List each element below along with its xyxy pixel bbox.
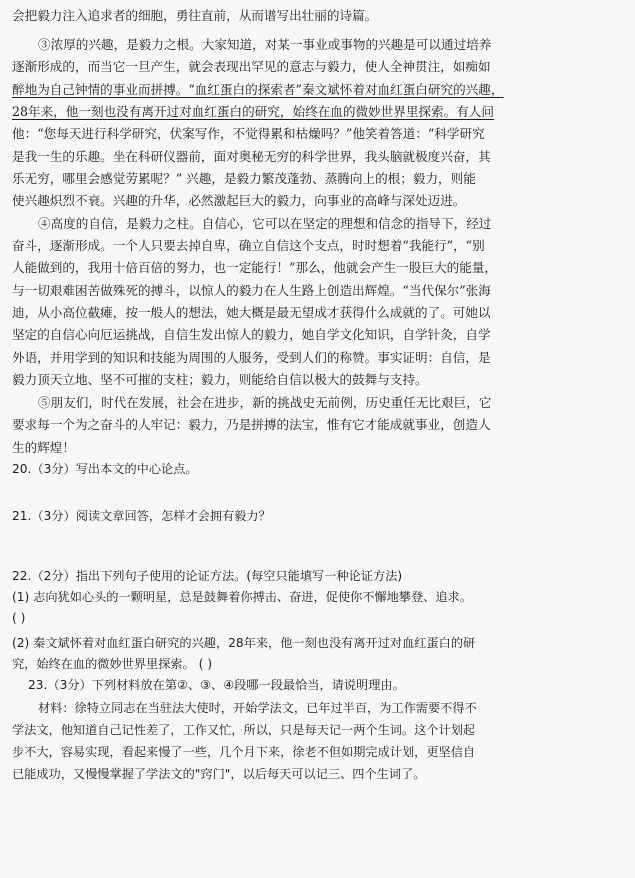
passage-line: 会把毅力注入追求者的细胞，勇往直前，从而谱写出壮丽的诗篇。 (12, 8, 378, 23)
material-line: 步不大，容易实现，看起来慢了一些，几个月下来，徐老不但如期完成计划，更坚信自 (12, 745, 476, 759)
question-22-item-1: (1) 志向犹如心头的一颗明星，总是鼓舞着你搏击、奋进，促使你不懈地攀登、追求。 (12, 590, 472, 604)
question-20: 20.（3分）写出本文的中心论点。 (12, 462, 198, 476)
passage-line: 人能做到的，我用十倍百倍的努力，也一定能行！”那么，他就会产生一股巨大的能量， (12, 260, 498, 275)
passage-line: 醉地为自己钟情的事业而拼搏。“血红蛋白的探索者”秦文斌怀着对血红蛋白研究的兴趣， (12, 82, 504, 97)
question-21: 21.（3分）阅读文章回答，怎样才会拥有毅力？ (12, 509, 271, 523)
passage-line: 要求每一个为之奋斗的人牢记：毅力，乃是拼搏的法宝，惟有它才能成就事业，创造人 (12, 417, 491, 432)
material-line: 已能成功，又慢慢掌握了学法文的"窍门"，以后每天可以记三、四个生词了。 (12, 767, 426, 781)
passage-line: 生的辉煌！ (12, 440, 75, 455)
passage-line: ③浓厚的兴趣，是毅力之根。大家知道，对某一事业或事物的兴趣是可以通过培养 (38, 37, 492, 52)
passage-line: ④高度的自信，是毅力之柱。自信心，它可以在坚定的理想和信念的指导下，经过 (38, 216, 492, 231)
passage-line: 28年来，他一刻也没有离开过对血红蛋白的研究，始终在血的微妙世界里探索。有人问 (12, 104, 494, 119)
passage-line: 毅力顶天立地、坚不可摧的支柱；毅力，则能给自信以极大的鼓舞与支持。 (12, 372, 428, 387)
passage-line: 使兴趣炽烈不衰。兴趣的升华，必然激起巨大的毅力，向事业的高峰与深处迈进。 (12, 193, 466, 208)
passage-line: 逐渐形成的，而当它一旦产生，就会表现出罕见的意志与毅力，使人全神贯注，如痴如 (12, 59, 491, 74)
material-line: 学法文，他知道自己记性差了，工作又忙，所以，只是每天记一两个生词。这个计划起 (12, 723, 476, 737)
passage-line: 他：“您每天进行科学研究，伏案写作，不觉得累和枯燥吗？”他笑着答道：“科学研究 (12, 126, 485, 141)
question-22-item-2-cont: 究，始终在血的微妙世界里探索。 ( ) (12, 657, 213, 671)
answer-blank[interactable]: ( ) (12, 611, 26, 625)
passage-line: 与一切艰难困苦做殊死的搏斗，以惊人的毅力在人生路上创造出辉煌。“当代保尔”张海 (12, 283, 491, 298)
passage-line: 乐无穷，哪里会感觉劳累呢？” 兴趣，是毅力繁茂蓬勃、蒸腾向上的根；毅力，则能 (12, 171, 476, 186)
material-line: 材料：徐特立同志在当驻法大使时，开始学法文，已年过半百，为工作需要不得不 (38, 701, 477, 715)
passage-line: 外语，并用学到的知识和技能为周围的人服务，受到人们的称赞。事实证明：自信，是 (12, 350, 491, 365)
question-22-item-2: (2) 秦文斌怀着对血红蛋白研究的兴趣，28年来，他一刻也没有离开过对血红蛋白的研 (12, 636, 476, 650)
passage-line: 坚定的自信心向厄运挑战，自信生发出惊人的毅力，她自学文化知识，自学针灸，自学 (12, 327, 491, 342)
passage-line: 是我一生的乐趣。坐在科研仪器前，面对奥秘无穷的科学世界，我头脑就极度兴奋，其 (12, 149, 491, 164)
passage-line: ⑤朋友们，时代在发展，社会在进步，新的挑战史无前例，历史重任无比艰巨，它 (38, 395, 492, 410)
passage-line: 迪，从小高位截瘫，按一般人的想法，她大概是最无望成才获得什么成就的了。可她以 (12, 305, 491, 320)
question-23: 23.（3分）下列材料放在第②、③、④段哪一段最恰当，请说明理由。 (28, 678, 405, 692)
passage-line: 奋斗，逐渐形成。一个人只要去掉自卑，确立自信这个支点，时时想着“我能行”，“别 (12, 238, 485, 253)
question-22: 22.（2分）指出下列句子使用的论证方法。(每空只能填写一种论证方法) (12, 569, 403, 583)
